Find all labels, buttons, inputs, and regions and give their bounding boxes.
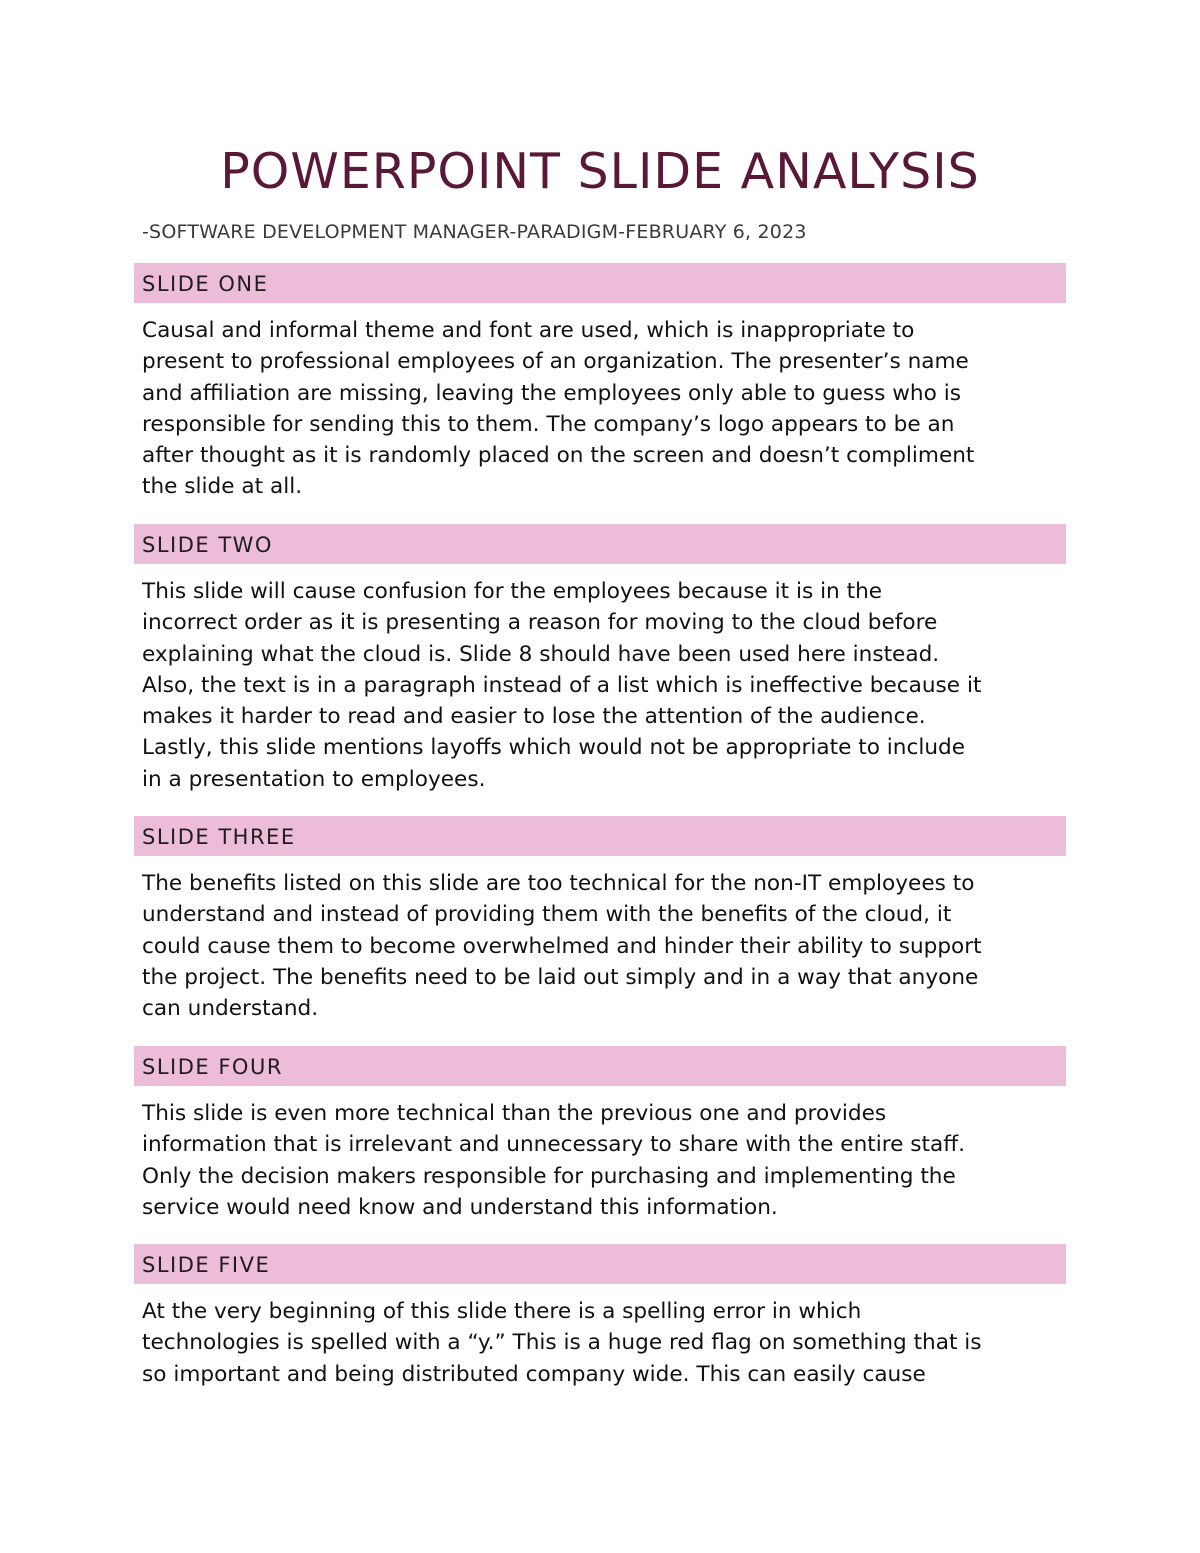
section-body: This slide is even more technical than the previous one and provides information that is irrelevant and unnecessary to share with the entire staff. Only the decision makers responsible for purchasing and implementing the service would need know and understand this information. [142, 1101, 965, 1220]
section-heading: SLIDE ONE [134, 263, 1066, 303]
section-heading: SLIDE FOUR [134, 1046, 1066, 1086]
section-slide-one [134, 263, 1066, 503]
section-heading: SLIDE FIVE [134, 1244, 1066, 1284]
section-slide-four [134, 1046, 1066, 1223]
section-slide-five [134, 1244, 1066, 1390]
section-slide-three [134, 816, 1066, 1024]
section-body: At the very beginning of this slide there is a spelling error in which technologies is spelled with a “y.” This is a huge red flag on something that is so important and being distributed company wide. This can easily cause [142, 1299, 982, 1387]
section-heading: SLIDE THREE [134, 816, 1066, 856]
document-subtitle: -SOFTWARE DEVELOPMENT MANAGER-PARADIGM-FEBRUARY 6, 2023 [142, 221, 807, 243]
section-body: Causal and informal theme and font are used, which is inappropriate to present to professional employees of an organization. The presenter’s name and affiliation are missing, leaving the employees only able to guess who is responsible for sending this to them. The company’s logo appears to be an after thought as it is randomly placed on the screen and doesn’t compliment the slide at all. [142, 318, 975, 500]
section-heading: SLIDE TWO [134, 524, 1066, 564]
section-slide-two [134, 524, 1066, 795]
section-body: The benefits listed on this slide are too technical for the non-IT employees to understand and instead of providing them with the benefits of the cloud, it could cause them to become overwhelmed and hinder their ability to support the project. The benefits need to be laid out simply and in a way that anyone can understand. [142, 871, 982, 1022]
document-title: POWERPOINT SLIDE ANALYSIS [220, 143, 980, 200]
section-body: This slide will cause confusion for the employees because it is in the incorrect order as it is presenting a reason for moving to the cloud before explaining what the cloud is. Slide 8 should have been used here instead. Also, the text is in a paragraph instead of a list which is ineffective because it makes it harder to read and easier to lose the attention of the audience. Lastly, this slide mentions layoffs which would not be appropriate to include in a presentation to employees. [142, 579, 982, 792]
